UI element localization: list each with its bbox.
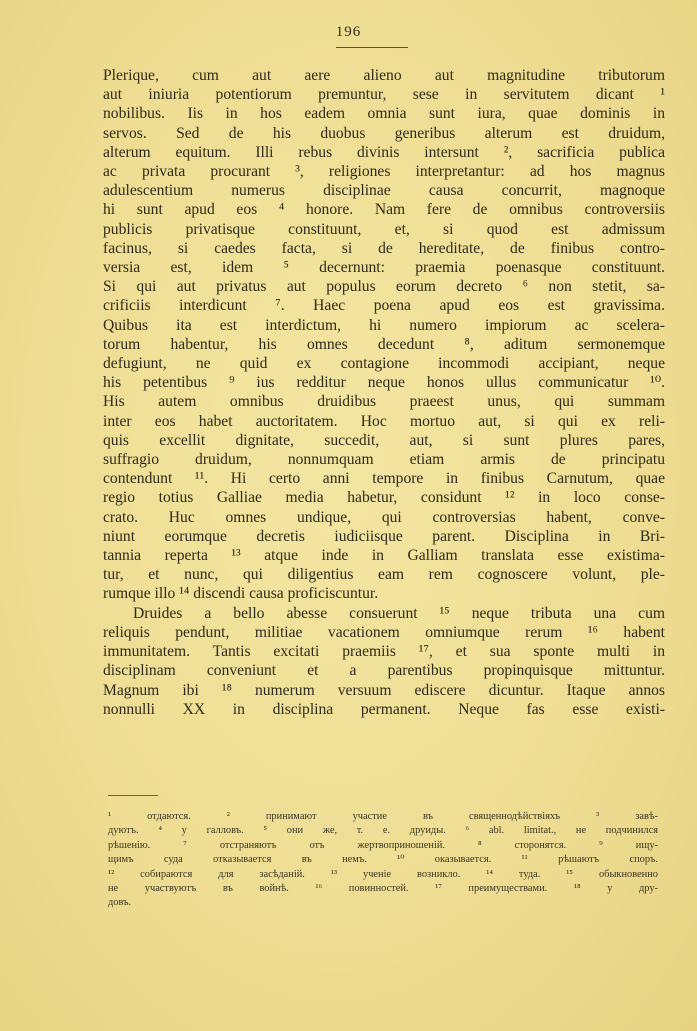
- footnote-line: не участвуютъ въ войнѣ. ¹⁶ повинностей. ¹⁷ преимуществами. ¹⁸ у дру-: [108, 883, 658, 895]
- footnote-line: ¹ отдаются. ² принимают участие въ священнодѣйствіяхъ ³ завѣ-: [108, 811, 658, 822]
- footnote-lines: [108, 810, 658, 911]
- text-line: Quibus ita est interdictum, hi numero impiorum ac scelera-: [103, 316, 665, 334]
- text-line: alterum equitum. Illi rebus divinis intersunt ², sacrificia publica: [103, 143, 665, 161]
- text-line: inter eos habet auctoritatem. Hoc mortuo aut, si qui ex reli-: [103, 412, 665, 430]
- text-line: servos. Sed de his duobus generibus alterum est druidum,: [103, 124, 665, 142]
- text-line: crificiis interdicunt ⁷. Haec poena apud eos est gravissima.: [103, 297, 665, 315]
- text-line: adulescentium numerus disciplinae causa concurrit, magnoque: [103, 182, 665, 200]
- text-line: publicis privatisque constituunt, et, si quod est admissum: [103, 220, 665, 238]
- page-number: 196: [335, 24, 362, 40]
- text-line: tur, et nunc, qui diligentius eam rem cognoscere volunt, ple-: [103, 566, 665, 584]
- text-line: versia est, idem ⁵ decernunt: praemia poenasque constituunt.: [103, 259, 665, 277]
- text-line: reliquis pendunt, militiae vacationem omniumque rerum ¹⁶ habent: [103, 623, 665, 641]
- text-line: regio totius Galliae media habetur, considunt ¹² in loco conse-: [103, 489, 665, 507]
- main-text: [103, 66, 665, 719]
- text-line: aut iniuria potentiorum premuntur, sese in servitutem dicant ¹: [103, 86, 665, 104]
- text-line: suffragio druidum, nonnumquam etiam armis de principatu: [103, 451, 665, 469]
- text-line: Plerique, cum aut aere alieno aut magnitudine tributorum: [103, 67, 665, 84]
- text-line: Magnum ibi ¹⁸ numerum versuum ediscere dicuntur. Itaque annos: [103, 681, 665, 699]
- text-line: his petentibus ⁹ ius redditur neque honos ullus communicatur ¹⁰.: [103, 374, 665, 392]
- text-line: ac privata procurant ³, religiones interpretantur: ad hos magnus: [103, 163, 665, 181]
- text-line: nonnulli XX in disciplina permanent. Neque fas esse existi-: [103, 700, 665, 718]
- text-line: Si qui aut privatus aut populus eorum decreto ⁶ non stetit, sa-: [103, 278, 665, 296]
- footnote-separator: [108, 795, 158, 796]
- text-line: defugiunt, ne quid ex contagione incommodi accipiant, neque: [103, 355, 665, 373]
- text-line: quis excellit dignitate, succedit, aut, si sunt plures pares,: [103, 431, 665, 449]
- text-line: contendunt ¹¹. Hi certo anni tempore in finibus Carnutum, quae: [103, 470, 665, 488]
- text-line: rumque illo ¹⁴ discendi causa proficiscuntur.: [103, 585, 379, 603]
- text-line: immunitatem. Tantis excitati praemiis ¹⁷, et sua sponte multi in: [103, 643, 665, 661]
- footnote-line: дуютъ. ⁴ у галловъ. ⁵ они же, т. е. друиды. ⁶ abl. limitat., не подчинился: [108, 825, 658, 837]
- text-line: His autem omnibus druidibus praeest unus, qui summam: [103, 393, 665, 411]
- footnote-line: ¹² собираются для засѣданій. ¹³ ученіе возникло. ¹⁴ туда. ¹⁵ обыкновенно: [108, 868, 658, 880]
- footnote-line: довъ.: [108, 897, 132, 909]
- text-line: disciplinam conveniunt et a parentibus propinquisque mittuntur.: [103, 662, 665, 680]
- text-line: niunt eorumque decretis iudiciisque parent. Disciplina in Bri-: [103, 527, 665, 545]
- footnote-line: щимъ суда отказывается въ немъ. ¹⁰ оказывается. ¹¹ рѣшаютъ споръ.: [108, 854, 658, 866]
- main-text-lines: [103, 66, 665, 719]
- text-line: tannia reperta ¹³ atque inde in Galliam translata esse existima-: [103, 547, 665, 565]
- text-line: hi sunt apud eos ⁴ honore. Nam fere de omnibus controversiis: [103, 201, 665, 219]
- text-line: nobilibus. Iis in hos eadem omnia sunt iura, quae dominis in: [103, 105, 665, 123]
- header-rule: [336, 47, 408, 48]
- text-line: facinus, si caedes facta, si de hereditate, de finibus contro-: [103, 239, 665, 257]
- text-line: torum habentur, his omnes decedunt ⁸, aditum sermonemque: [103, 335, 665, 353]
- footnotes: [108, 810, 658, 911]
- text-line: Druides a bello abesse consuerunt ¹⁵ neque tributa una cum: [133, 604, 665, 622]
- text-line: crato. Huc omnes undique, qui controversias habent, conve-: [103, 508, 665, 526]
- footnote-line: рѣшенію. ⁷ отстраняютъ отъ жертвоприношеній. ⁸ сторонятся. ⁹ ищу-: [108, 839, 658, 851]
